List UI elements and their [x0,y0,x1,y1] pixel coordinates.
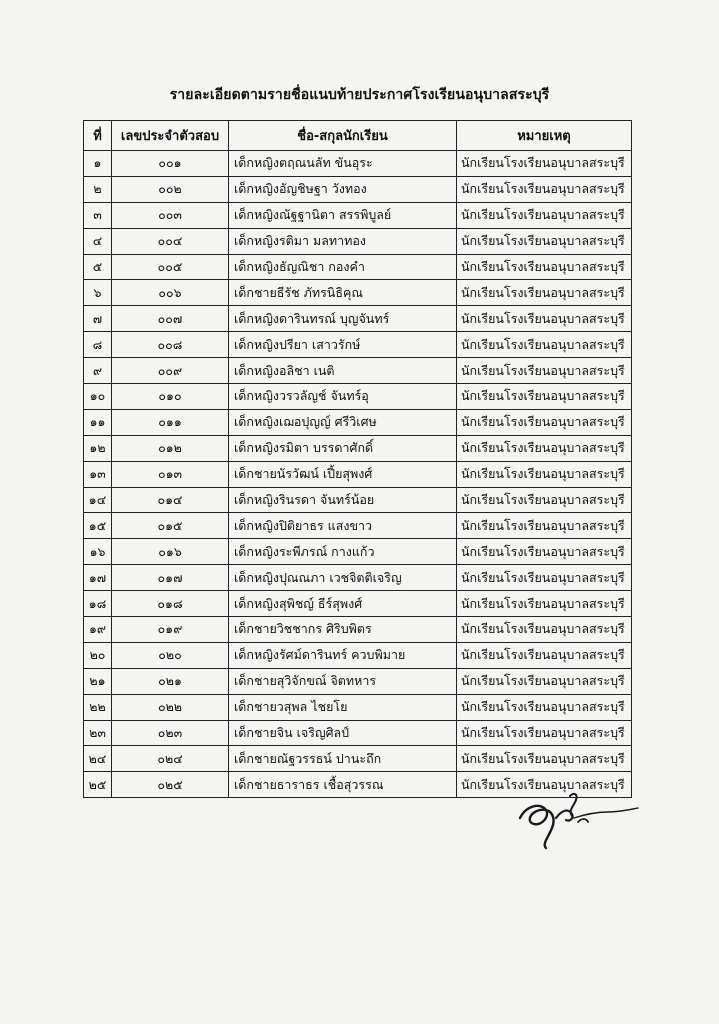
row-exam-id: ๐๐๒ [112,176,229,202]
row-remark: นักเรียนโรงเรียนอนุบาลสระบุรี [457,435,632,461]
row-student-name: เด็กชายนัรวัฒน์ เปี้ยสุพงศ์ [229,461,457,487]
table-row [84,513,632,539]
row-number: ๓ [84,202,112,228]
row-number: ๑๐ [84,384,112,410]
row-number: ๑๖ [84,539,112,565]
row-exam-id: ๐๑๗ [112,565,229,591]
row-exam-id: ๐๐๕ [112,254,229,280]
row-student-name: เด็กหญิงปิติยาธร แสงขาว [229,513,457,539]
row-exam-id: ๐๑๘ [112,591,229,617]
row-exam-id: ๐๐๙ [112,358,229,384]
row-remark: นักเรียนโรงเรียนอนุบาลสระบุรี [457,642,632,668]
row-student-name: เด็กชายสุวิจักขณ์ จิตทหาร [229,668,457,694]
row-remark: นักเรียนโรงเรียนอนุบาลสระบุรี [457,720,632,746]
table-row [84,617,632,643]
row-exam-id: ๐๐๔ [112,228,229,254]
row-number: ๘ [84,332,112,358]
row-remark: นักเรียนโรงเรียนอนุบาลสระบุรี [457,591,632,617]
row-remark: นักเรียนโรงเรียนอนุบาลสระบุรี [457,228,632,254]
table-row [84,746,632,772]
row-exam-id: ๐๒๕ [112,772,229,798]
row-exam-id: ๐๒๓ [112,720,229,746]
row-student-name: เด็กหญิงอลิชา เนติ [229,358,457,384]
row-number: ๙ [84,358,112,384]
table-row [84,280,632,306]
row-remark: นักเรียนโรงเรียนอนุบาลสระบุรี [457,384,632,410]
row-number: ๒๐ [84,642,112,668]
table-row [84,409,632,435]
row-student-name: เด็กชายวิชชากร ศิริบพิตร [229,617,457,643]
row-student-name: เด็กชายธาราธร เชื้อสุวรรณ [229,772,457,798]
row-exam-id: ๐๑๒ [112,435,229,461]
row-exam-id: ๐๒๑ [112,668,229,694]
table-row [84,694,632,720]
row-remark: นักเรียนโรงเรียนอนุบาลสระบุรี [457,151,632,177]
row-exam-id: ๐๑๖ [112,539,229,565]
row-remark: นักเรียนโรงเรียนอนุบาลสระบุรี [457,280,632,306]
row-remark: นักเรียนโรงเรียนอนุบาลสระบุรี [457,746,632,772]
row-remark: นักเรียนโรงเรียนอนุบาลสระบุรี [457,358,632,384]
row-student-name: เด็กหญิงเฌอปุญญ์ ศรีวิเศษ [229,409,457,435]
table-row [84,384,632,410]
student-list-table [83,120,632,798]
row-number: ๒๕ [84,772,112,798]
row-remark: นักเรียนโรงเรียนอนุบาลสระบุรี [457,461,632,487]
row-student-name: เด็กหญิงดารินทรณ์ บุญจันทร์ [229,306,457,332]
row-student-name: เด็กชายธีรัช ภัทรนิธิคุณ [229,280,457,306]
row-remark: นักเรียนโรงเรียนอนุบาลสระบุรี [457,332,632,358]
row-exam-id: ๐๑๓ [112,461,229,487]
table-row [84,306,632,332]
table-row [84,668,632,694]
row-exam-id: ๐๐๑ [112,151,229,177]
table-row [84,151,632,177]
header-no: ที่ [84,121,112,151]
row-exam-id: ๐๑๑ [112,409,229,435]
row-student-name: เด็กหญิงณัฐฐานิตา สรรพิบูลย์ [229,202,457,228]
row-remark: นักเรียนโรงเรียนอนุบาลสระบุรี [457,487,632,513]
row-student-name: เด็กหญิงรติมา มลทาทอง [229,228,457,254]
table-row [84,642,632,668]
table-row [84,539,632,565]
row-exam-id: ๐๐๗ [112,306,229,332]
row-remark: นักเรียนโรงเรียนอนุบาลสระบุรี [457,694,632,720]
table-row [84,591,632,617]
row-exam-id: ๐๒๐ [112,642,229,668]
row-exam-id: ๐๐๘ [112,332,229,358]
table-row [84,254,632,280]
row-remark: นักเรียนโรงเรียนอนุบาลสระบุรี [457,513,632,539]
header-name: ชื่อ-สกุลนักเรียน [229,121,457,151]
row-exam-id: ๐๑๙ [112,617,229,643]
table-row [84,720,632,746]
table-header-row [84,121,632,151]
row-student-name: เด็กหญิงปรียา เสาวรักษ์ [229,332,457,358]
row-exam-id: ๐๑๕ [112,513,229,539]
row-exam-id: ๐๐๓ [112,202,229,228]
document-title: รายละเอียดตามรายชื่อแนบท้ายประกาศโรงเรียนอนุบาลสระบุรี [169,87,550,103]
row-student-name: เด็กหญิงระพีภรณ์ กางแก้ว [229,539,457,565]
row-student-name: เด็กหญิงตฤณนลัท ขันอุระ [229,151,457,177]
table-body [84,151,632,798]
row-number: ๑ [84,151,112,177]
row-number: ๒๑ [84,668,112,694]
row-student-name: เด็กชายจิน เจริญศิลป์ [229,720,457,746]
row-remark: นักเรียนโรงเรียนอนุบาลสระบุรี [457,539,632,565]
row-number: ๑๙ [84,617,112,643]
row-student-name: เด็กชายวสุพล ไชยโย [229,694,457,720]
row-exam-id: ๐๐๖ [112,280,229,306]
row-student-name: เด็กหญิงรินรดา จันทร์น้อย [229,487,457,513]
row-student-name: เด็กหญิงสุพิชญ์ ธีร์สุพงศ์ [229,591,457,617]
row-remark: นักเรียนโรงเรียนอนุบาลสระบุรี [457,409,632,435]
row-remark: นักเรียนโรงเรียนอนุบาลสระบุรี [457,254,632,280]
table-row [84,461,632,487]
row-number: ๖ [84,280,112,306]
row-number: ๔ [84,228,112,254]
table-row [84,228,632,254]
row-exam-id: ๐๑๔ [112,487,229,513]
row-student-name: เด็กหญิงอัญชิษฐา วังทอง [229,176,457,202]
signature-icon [512,788,642,852]
row-exam-id: ๐๑๐ [112,384,229,410]
row-number: ๗ [84,306,112,332]
row-number: ๑๔ [84,487,112,513]
row-student-name: เด็กหญิงปุณณภา เวชจิตติเจริญ [229,565,457,591]
row-number: ๑๒ [84,435,112,461]
row-student-name: เด็กหญิงรัศม์ดารินทร์ ควบพิมาย [229,642,457,668]
row-exam-id: ๐๒๒ [112,694,229,720]
row-number: ๑๓ [84,461,112,487]
row-number: ๑๘ [84,591,112,617]
table-row [84,202,632,228]
row-remark: นักเรียนโรงเรียนอนุบาลสระบุรี [457,668,632,694]
row-remark: นักเรียนโรงเรียนอนุบาลสระบุรี [457,176,632,202]
row-number: ๒๓ [84,720,112,746]
row-number: ๑๗ [84,565,112,591]
row-student-name: เด็กชายณัฐวรรธน์ ปานะถึก [229,746,457,772]
row-number: ๑๑ [84,409,112,435]
row-student-name: เด็กหญิงรมิตา บรรดาศักดิ์ [229,435,457,461]
row-number: ๑๕ [84,513,112,539]
row-remark: นักเรียนโรงเรียนอนุบาลสระบุรี [457,772,632,798]
row-student-name: เด็กหญิงวรวลัญช์ จันทร์อุ [229,384,457,410]
header-exam-id: เลขประจำตัวสอบ [112,121,229,151]
row-remark: นักเรียนโรงเรียนอนุบาลสระบุรี [457,306,632,332]
row-number: ๒ [84,176,112,202]
table-row [84,358,632,384]
row-exam-id: ๐๒๔ [112,746,229,772]
row-remark: นักเรียนโรงเรียนอนุบาลสระบุรี [457,202,632,228]
row-remark: นักเรียนโรงเรียนอนุบาลสระบุรี [457,617,632,643]
row-number: ๒๒ [84,694,112,720]
table-row [84,332,632,358]
header-remark: หมายเหตุ [457,121,632,151]
row-student-name: เด็กหญิงธัญณิชา กองคำ [229,254,457,280]
table-row [84,435,632,461]
table-row [84,487,632,513]
row-remark: นักเรียนโรงเรียนอนุบาลสระบุรี [457,565,632,591]
table-row [84,565,632,591]
row-number: ๕ [84,254,112,280]
row-number: ๒๔ [84,746,112,772]
table-row [84,176,632,202]
